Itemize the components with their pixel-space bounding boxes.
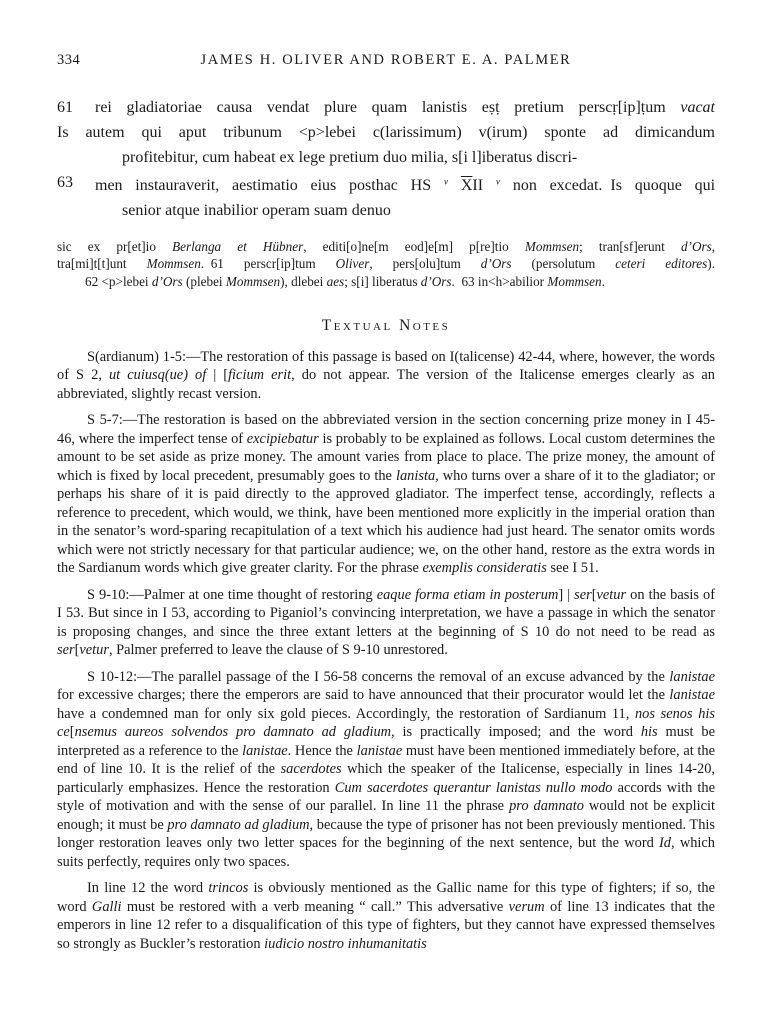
text-segment: d’Ors bbox=[480, 256, 512, 272]
text-segment: , is practically imposed; and the word bbox=[391, 724, 641, 741]
apparatus-line bbox=[57, 273, 715, 290]
inscription-line bbox=[57, 170, 715, 198]
text-segment: d’Ors bbox=[420, 273, 452, 289]
inscription-line-text bbox=[95, 177, 715, 194]
inscription-line bbox=[57, 198, 715, 223]
text-segment: exemplis consideratis bbox=[422, 560, 547, 577]
inscription-line-text bbox=[57, 124, 715, 141]
text-segment: Is autem qui aput tribunum <p>lebei c(larissimum) v(irum) sponte ad dimicandum bbox=[57, 124, 715, 141]
text-segment: . Hence the bbox=[287, 742, 357, 759]
text-segment: pro damnato bbox=[509, 798, 584, 815]
text-segment: Mommsen bbox=[146, 256, 201, 272]
text-segment: . 61 perscr[ip]tum bbox=[200, 256, 336, 272]
text-segment: tra[mi]t[t]unt bbox=[57, 256, 147, 272]
text-segment: ser bbox=[574, 586, 592, 603]
text-segment: ser bbox=[57, 642, 75, 659]
text-segment: senior atque inabilior operam suam denuo bbox=[122, 202, 391, 220]
text-segment: excipiebatur bbox=[246, 430, 319, 447]
text-segment: non excedat. Is quoque qui bbox=[500, 177, 716, 195]
inscription-line bbox=[57, 120, 715, 145]
inscription-line bbox=[57, 145, 715, 170]
text-segment: . bbox=[601, 273, 605, 289]
text-segment: must have been mentioned immediately before, at the end of line 10. It is the relief of the bbox=[57, 742, 715, 778]
text-segment: ; tran[sf]erunt bbox=[579, 239, 681, 255]
text-segment: nos senos his ce bbox=[57, 705, 715, 741]
line-number: 63 bbox=[57, 174, 73, 191]
text-segment: , who turns over a share of it to the gladiator; or perhaps his share of it is paid directly to the approved gladiator. The imperfect tense, accordingly, reflects a reference to precedent, which would, we think, have been mentioned more explicitly in the imperial oration than in the senator’s word-sparing recapitulation of a text which his audience had just heard. The senator omits words which were not strictly necessary for that particular audience; we, on the other hand, restore as the extra words in the Sardianum words which give greater clarity. For the phrase bbox=[57, 467, 715, 577]
text-segment: on the basis of I 53. But since in I 53, according to Piganiol’s convincing interpretation, we have a passage in which the senator is proposing changes, and since the three extant letters at the beginning of S 10 do not need to be read as bbox=[57, 586, 715, 640]
text-segment: ), dlebei bbox=[280, 273, 327, 289]
text-segment bbox=[448, 177, 461, 194]
text-segment: , do not appear. The version of the Italicense emerges clearly as an abbreviated, slightly recast version. bbox=[57, 367, 715, 402]
text-segment: ficium erit bbox=[228, 367, 292, 384]
text-segment: accords with the style of motivation and with the sense of our parallel. In line 11 the phrase bbox=[57, 779, 716, 815]
note-paragraph bbox=[57, 411, 715, 578]
text-segment: (plebei bbox=[182, 273, 226, 289]
text-segment: Mommsen bbox=[524, 239, 580, 255]
apparatus-line bbox=[57, 255, 715, 272]
text-segment: Mommsen bbox=[225, 273, 281, 289]
text-segment: d’Ors bbox=[680, 239, 712, 255]
line-number: 61 bbox=[57, 99, 73, 116]
text-segment: , because the type of prisoner has not been previously mentioned. This longer restoration leaves only two letter spaces for the beginning of the next sentence, but the word bbox=[57, 816, 715, 852]
running-head bbox=[57, 52, 715, 71]
text-segment: lanistae bbox=[242, 742, 288, 759]
text-segment: sic ex pr[et]io bbox=[57, 239, 173, 255]
text-segment: lanistae bbox=[669, 687, 715, 704]
text-segment: nsemus aureos solvendos pro damnato ad gladium bbox=[74, 724, 392, 741]
text-segment: | [ bbox=[206, 367, 229, 384]
text-segment: [ bbox=[74, 642, 80, 659]
apparatus-criticus bbox=[57, 238, 715, 290]
inscription-text bbox=[57, 95, 715, 223]
text-segment: , which suits perfectly, requires only two spaces. bbox=[57, 835, 715, 870]
text-segment: 62 <p>lebei bbox=[85, 273, 152, 289]
text-segment: Mommsen bbox=[547, 273, 602, 289]
text-segment: II bbox=[472, 177, 496, 195]
text-segment: must be interpreted as a reference to the bbox=[57, 724, 715, 759]
text-segment: S 9-10:—Palmer at one time thought of restoring bbox=[87, 586, 377, 603]
text-segment: , editi[o]ne[m eod]e[m] p[re]tio bbox=[303, 239, 525, 255]
text-segment: ceteri editores bbox=[615, 256, 708, 272]
text-segment: must be restored with a verb meaning “ call.” This adversative bbox=[121, 898, 509, 915]
text-segment: trincos bbox=[208, 880, 249, 897]
text-segment: . 63 in<h>abilior bbox=[451, 273, 548, 289]
text-segment: for excessive charges; there the emperors are said to have announced that their procurator would let the bbox=[57, 687, 670, 704]
note-paragraph bbox=[57, 668, 715, 872]
text-segment: eaque forma etiam in posterum bbox=[376, 586, 559, 603]
text-segment: S 5-7:—The restoration is based on the abbreviated version in the section concerning prize money in I 45-46, where the imperfect tense of bbox=[57, 412, 715, 447]
text-segment: Berlanga et Hübner bbox=[172, 239, 304, 255]
text-segment: vacat bbox=[680, 99, 715, 116]
note-paragraph bbox=[57, 586, 715, 660]
textual-notes bbox=[57, 348, 715, 954]
note-paragraph bbox=[57, 348, 715, 404]
text-segment: rei gladiatoriae causa vendat plure quam lanistis eṣṭ pretium perscṛ[ip]ṭum bbox=[95, 99, 681, 116]
text-segment: lanistae bbox=[669, 668, 715, 685]
running-header-title: JAMES H. OLIVER AND ROBERT E. A. PALMER bbox=[200, 52, 572, 68]
text-segment: [ bbox=[591, 586, 597, 603]
text-segment: d’Ors bbox=[151, 273, 183, 289]
text-segment: v bbox=[495, 177, 501, 188]
text-segment: ut cuiusq(ue) of bbox=[108, 367, 207, 384]
text-segment: iudicio nostro inhumanitatis bbox=[264, 935, 427, 952]
inscription-line-text bbox=[122, 149, 577, 166]
text-segment: [ bbox=[69, 724, 75, 741]
text-segment: , Palmer preferred to leave the clause of S 9-10 unrestored. bbox=[108, 642, 448, 659]
text-segment: $\overline{X}$ bbox=[460, 177, 473, 195]
text-segment: see I 51. bbox=[546, 560, 599, 577]
text-segment: vetur bbox=[79, 642, 109, 659]
text-segment: profitebitur, cum habeat ex lege pretium duo milia, s[i l]iberatus discri- bbox=[122, 149, 578, 166]
text-segment: verum bbox=[508, 898, 545, 915]
text-segment: ; s[i] liberatus bbox=[344, 273, 421, 289]
text-segment: , bbox=[711, 239, 716, 255]
text-segment: his bbox=[640, 724, 658, 741]
text-segment: lanista bbox=[395, 467, 436, 484]
page-number: 334 bbox=[57, 52, 81, 68]
text-segment: aes bbox=[326, 273, 345, 289]
text-segment: is probably to be explained as follows. Local custom determines the amount to be set aside as prize money. The amount varies from place to place. The prize money, the amount of which is fixed by local precedent, presumably goes to the bbox=[57, 430, 715, 484]
text-segment: which the speaker of the Italicense, especially in lines 14-20, particularly emphasizes. Hence the restoration bbox=[57, 761, 716, 796]
text-segment: men instauraverit, aestimatio eius posthac HS bbox=[95, 177, 444, 195]
text-segment: (persolutum bbox=[511, 256, 616, 272]
text-segment: ). bbox=[707, 256, 715, 272]
note-paragraph bbox=[57, 879, 715, 953]
text-segment: S(ardianum) 1-5:—The restoration of this passage is based on I(talicense) 42-44, where, however, the words of S 2, bbox=[57, 348, 715, 384]
text-segment: Galli bbox=[91, 898, 122, 915]
text-segment: pro damnato ad gladium bbox=[167, 816, 310, 833]
text-segment: ] | bbox=[558, 586, 575, 603]
text-segment: sacerdotes bbox=[280, 761, 342, 778]
text-segment: v bbox=[443, 177, 449, 188]
inscription-line bbox=[57, 95, 715, 120]
text-segment: vetur bbox=[596, 586, 627, 603]
text-segment: lanistae bbox=[356, 742, 403, 759]
text-segment: of line 13 indicates that the emperors in line 12 refer to a disqualification of this type of fighters, but they cannot have expressed themselves so strongly as Buckler’s restoration bbox=[57, 898, 715, 952]
section-heading: Textual Notes bbox=[321, 316, 451, 334]
apparatus-line bbox=[57, 238, 715, 255]
text-segment: have a condemned man for only six gold pieces. Accordingly, the restoration of Sardianum 11, bbox=[57, 705, 635, 722]
inscription-line-text bbox=[95, 99, 715, 116]
text-segment: would not be explicit enough; it must be bbox=[57, 798, 716, 833]
text-segment: is obviously mentioned as the Gallic name for this type of fighters; if so, the word bbox=[57, 880, 715, 915]
text-segment: Cum sacerdotes querantur lanistas nullo modo bbox=[334, 779, 613, 796]
text-segment: Oliver bbox=[335, 256, 370, 272]
text-segment: S 10-12:—The parallel passage of the I 56-58 concerns the removal of an excuse advanced by the bbox=[87, 668, 670, 685]
text-segment: , pers[olu]tum bbox=[369, 256, 481, 272]
inscription-line-text bbox=[122, 202, 391, 219]
text-segment: In line 12 the word bbox=[87, 880, 209, 897]
text-segment: Id bbox=[659, 835, 672, 852]
